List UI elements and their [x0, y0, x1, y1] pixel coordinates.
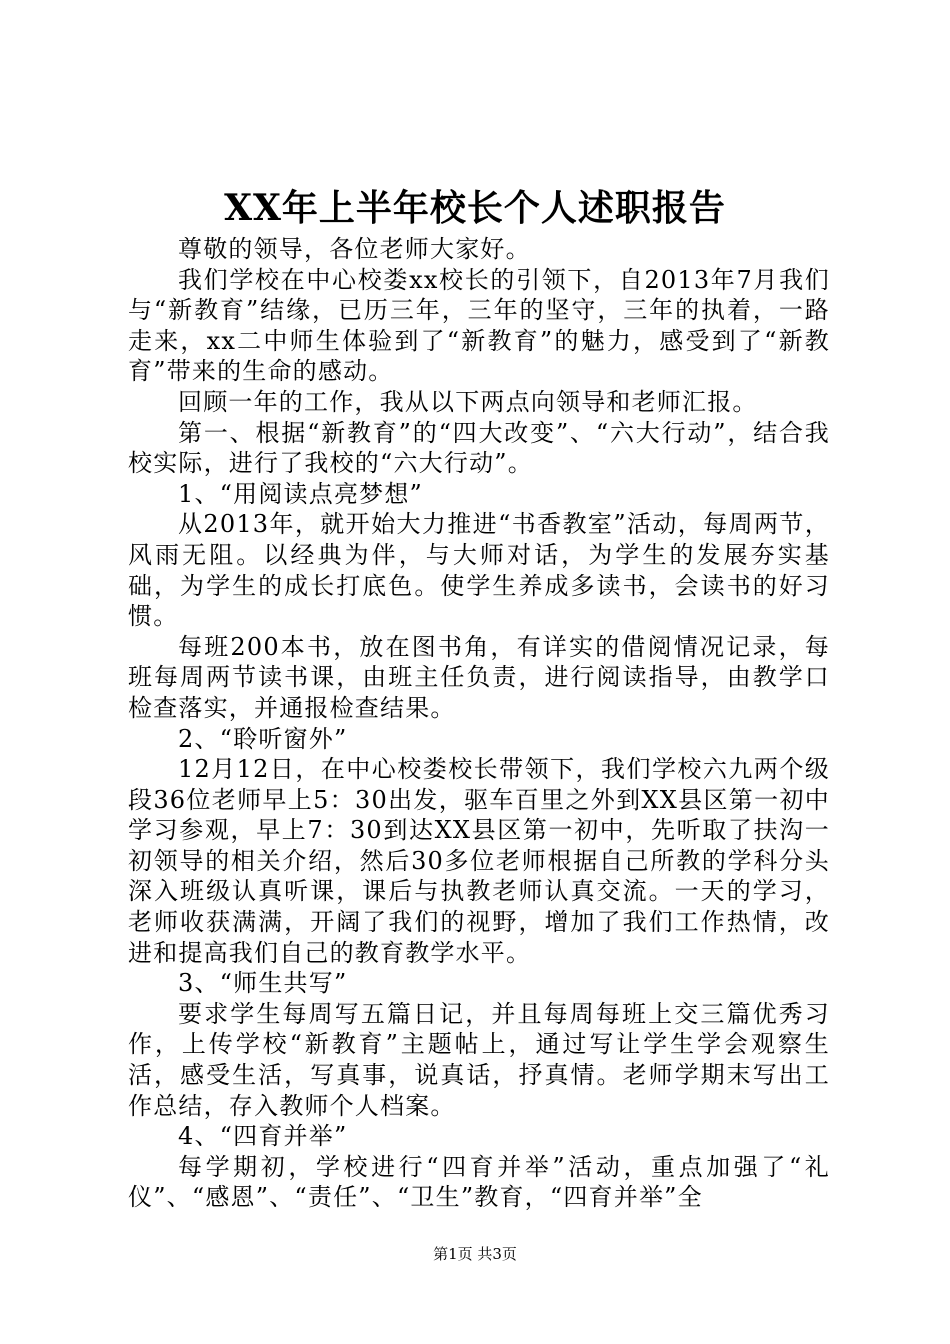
paragraph-reading-1: 从2013年，就开始大力推进“书香教室”活动，每周两节，风雨无阻。以经典为伴，与大师对话，为学生的发展夯实基础，为学生的成长打底色。使学生养成多读书，会读书的好习惯。: [128, 510, 830, 631]
paragraph-four-education: 每学期初，学校进行“四育并举”活动，重点加强了“礼仪”、“感恩”、“责任”、“卫生”教育，“四育并举”全: [128, 1152, 830, 1212]
subheading-writing: 3、“师生共写”: [178, 969, 348, 998]
page-footer: 第1页 共3页: [433, 1245, 517, 1263]
subheading-reading: 1、“用阅读点亮梦想”: [178, 479, 424, 508]
subheading-four-education: 4、“四育并举”: [178, 1122, 348, 1151]
page-title: XX年上半年校长个人述职报告: [224, 187, 726, 229]
subheading-listening: 2、“聆听窗外”: [178, 724, 348, 753]
paragraph-intro: 我们学校在中心校娄xx校长的引领下，自2013年7月我们与“新教育”结缘，已历三年，三年的坚守，三年的执着，一路走来，xx二中师生体验到了“新教育”的魅力，感受到了“新教育”带来的生命的感动。: [128, 265, 830, 386]
paragraph-listening: 12月12日，在中心校娄校长带领下，我们学校六九两个级段36位老师早上5：30出发，驱车百里之外到XX县区第一初中学习参观，早上7：30到达XX县区第一初中，先听取了扶沟一初领导的相关介绍，然后30多位老师根据自己所教的学科分头深入班级认真听课，课后与执教老师认真交流。一天的学习，老师收获满满，开阔了我们的视野，增加了我们工作热情，改进和提高我们自己的教育教学水平。: [128, 755, 830, 967]
paragraph-review: 回顾一年的工作，我从以下两点向领导和老师汇报。: [178, 387, 758, 416]
document-body: [128, 234, 830, 1213]
paragraph-greeting: 尊敬的领导，各位老师大家好。: [178, 235, 531, 263]
paragraph-reading-2: 每班200本书，放在图书角，有详实的借阅情况记录，每班每周两节读书课，由班主任负责，进行阅读指导，由教学口检查落实，并通报检查结果。: [128, 632, 830, 722]
paragraph-writing: 要求学生每周写五篇日记，并且每周每班上交三篇优秀习作，上传学校“新教育”主题帖上，通过写让学生学会观察生活，感受生活，写真事，说真话，抒真情。老师学期末写出工作总结，存入教师个人档案。: [128, 999, 830, 1120]
paragraph-section-one: 第一、根据“新教育”的“四大改变”、“六大行动”，结合我校实际，进行了我校的“六大行动”。: [128, 418, 830, 478]
